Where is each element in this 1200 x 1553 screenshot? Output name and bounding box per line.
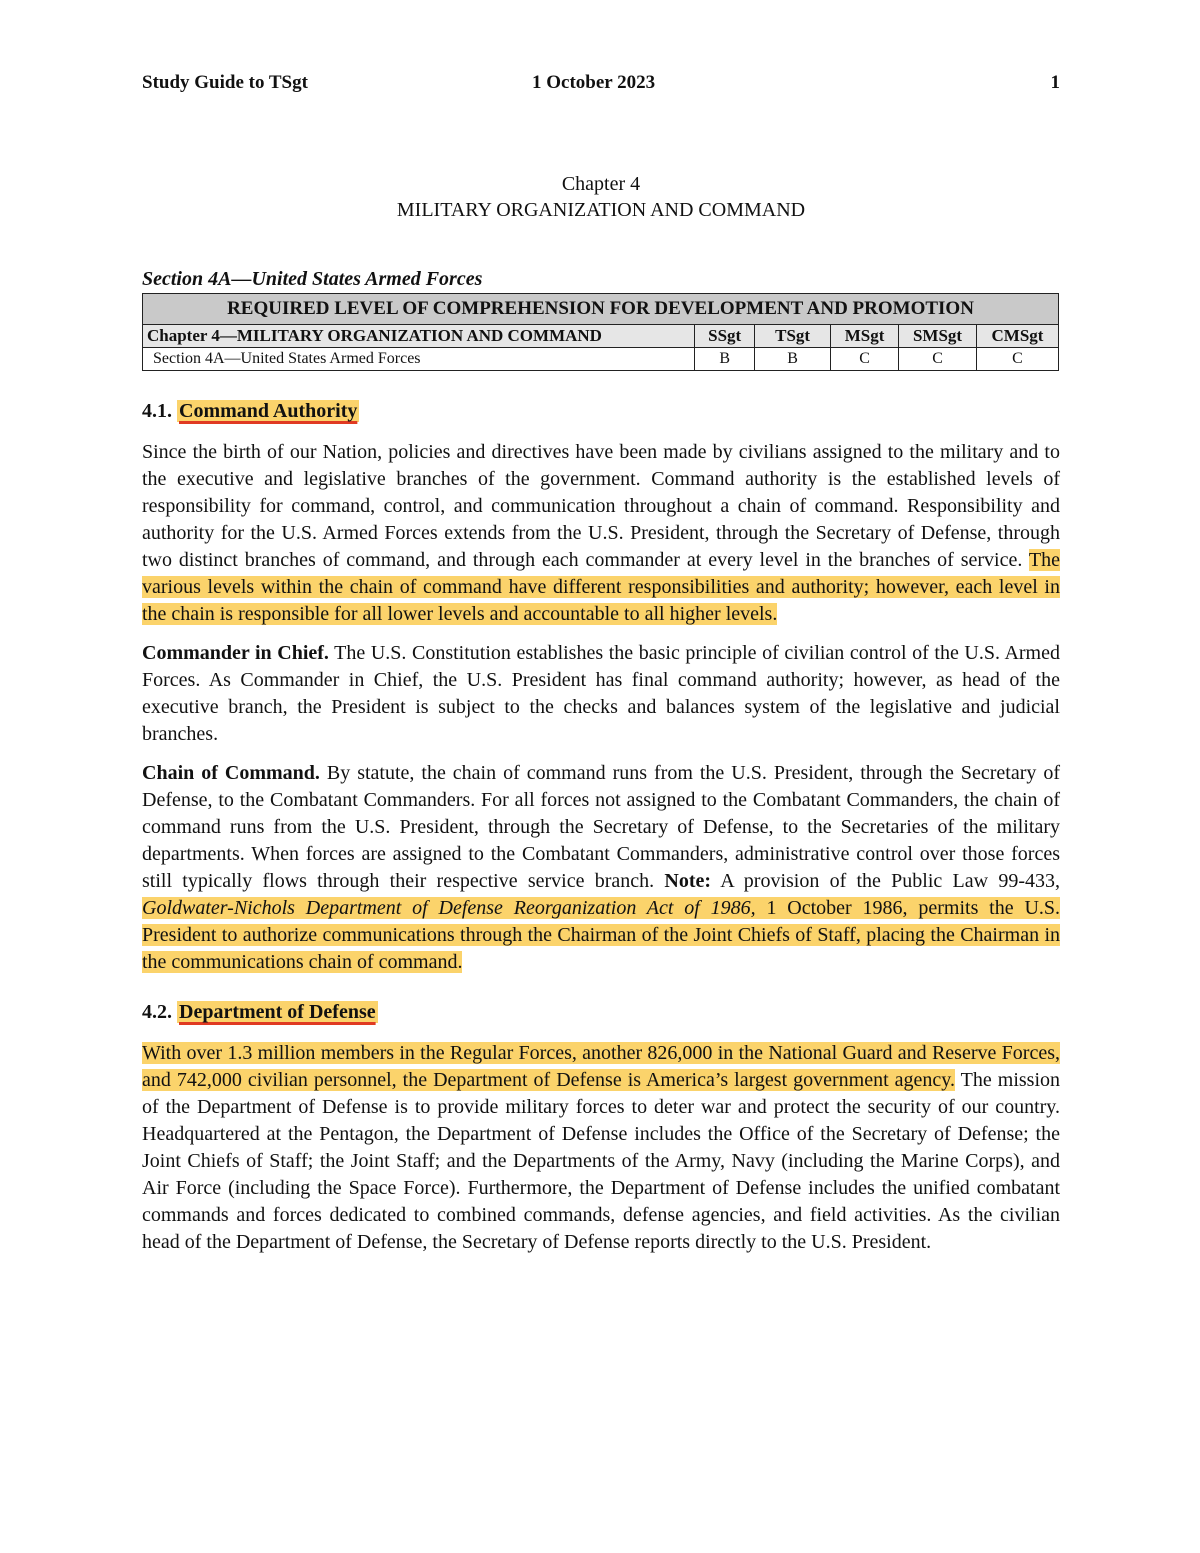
paragraph-text: Since the birth of our Nation, policies and directives have been made by civilians assigned to the military and to the executive and legislative branches of the government. Command authority is the established levels of responsibility for command, control, and communication throughout a chain of command. Responsibility and authority for the U.S. Armed Forces extends from the U.S. President, through the Secretary of Defense, through two distinct branches of command, and through each commander at every level in the branches of service. (142, 441, 1060, 571)
comprehension-table (142, 293, 1059, 371)
highlighted-text: The various levels within the chain of command have different responsibilities and authority; however, each level in the chain is responsible for all lower levels and accountable to all higher levels. (142, 549, 1060, 625)
paragraph-text: A provision of the Public Law 99-433, (711, 870, 1060, 892)
table-header-cell: MSgt (831, 325, 899, 348)
heading-4-1 (142, 397, 1060, 425)
paragraph (142, 1040, 1060, 1256)
paragraph-text: The U.S. Constitution establishes the basic principle of civilian control of the U.S. Armed Forces. As Commander in Chief, the U.S. President has final command authority; however, as head of the executive branch, the President is subject to the checks and balances system of the legislative and judicial branches. (142, 642, 1060, 745)
heading-text: Department of Defense (179, 1001, 376, 1023)
paragraph (142, 640, 1060, 748)
note-label: Note: (664, 870, 712, 892)
heading-number: 4.1. (142, 400, 172, 422)
paragraph (142, 760, 1060, 976)
chapter-number: Chapter 4 (561, 173, 641, 195)
table-header-cell: Chapter 4—MILITARY ORGANIZATION AND COMMAND (143, 325, 695, 348)
paragraph-text: The mission of the Department of Defense is to provide military forces to deter war and protect the security of our country. Headquartered at the Pentagon, the Department of Defense includes the Office of the Secretary of Defense; the Joint Chiefs of Staff; the Joint Staff; and the Departments of the Army, Navy (including the Marine Corps), and Air Force (including the Space Force). Furthermore, the Department of Defense includes the unified combatant commands and forces dedicated to combined commands, defense agencies, and field activities. As the civilian head of the Department of Defense, the Secretary of Defense reports directly to the U.S. President. (142, 1069, 1061, 1253)
paragraph-lead: Commander in Chief. (142, 642, 329, 664)
chapter-title: MILITARY ORGANIZATION AND COMMAND (396, 199, 806, 221)
table-cell: Section 4A—United States Armed Forces (143, 348, 695, 371)
table-cell: C (899, 348, 977, 371)
table-cell: B (755, 348, 831, 371)
body-content (142, 397, 1060, 1268)
highlighted-text: With over 1.3 million members in the Regular Forces, another 826,000 in the National Guard and Reserve Forces, and 742,000 civilian personnel, the Department of Defense is America’s largest government agency. (142, 1042, 1060, 1091)
table-cell: B (695, 348, 755, 371)
heading-4-2 (142, 998, 1060, 1026)
paragraph-lead: Chain of Command. (142, 762, 320, 784)
table-header-row (143, 325, 1059, 348)
section-title: Section 4A—United States Armed Forces (142, 268, 483, 290)
header-date: 1 October 2023 (532, 72, 656, 93)
table-header-cell: SMSgt (899, 325, 977, 348)
table-cell: C (977, 348, 1059, 371)
header-page-number: 1 (1050, 72, 1060, 93)
table-header-cell: CMSgt (977, 325, 1059, 348)
heading-text: Command Authority (179, 400, 358, 422)
page-header (142, 72, 1060, 98)
table-header-cell: TSgt (755, 325, 831, 348)
paragraph (142, 439, 1060, 628)
table-row (143, 348, 1059, 371)
heading-number: 4.2. (142, 1001, 172, 1023)
table-cell: C (831, 348, 899, 371)
paragraph-text: By statute, the chain of command runs from the U.S. President, through the Secretary of Defense, to the Combatant Commanders. For all forces not assigned to the Combatant Commanders, the chain of command runs from the U.S. President, through the Secretary of Defense, to the Secretaries of the military departments. When forces are assigned to the Combatant Commanders, administrative control over those forces still typically flows through their respective service branch. (142, 762, 1061, 892)
header-title: Study Guide to TSgt (142, 72, 308, 93)
table-header-cell: SSgt (695, 325, 755, 348)
highlighted-text: 1 October 1986, permits the U.S. President to authorize communications through the Chairman of the Joint Chiefs of Staff, placing the Chairman in the communications chain of command. (142, 897, 1061, 973)
highlighted-italic-text: Goldwater-Nichols Department of Defense Reorganization Act of 1986, (142, 897, 756, 919)
table-title: REQUIRED LEVEL OF COMPREHENSION FOR DEVELOPMENT AND PROMOTION (143, 294, 1059, 325)
chapter-heading (142, 171, 1060, 223)
